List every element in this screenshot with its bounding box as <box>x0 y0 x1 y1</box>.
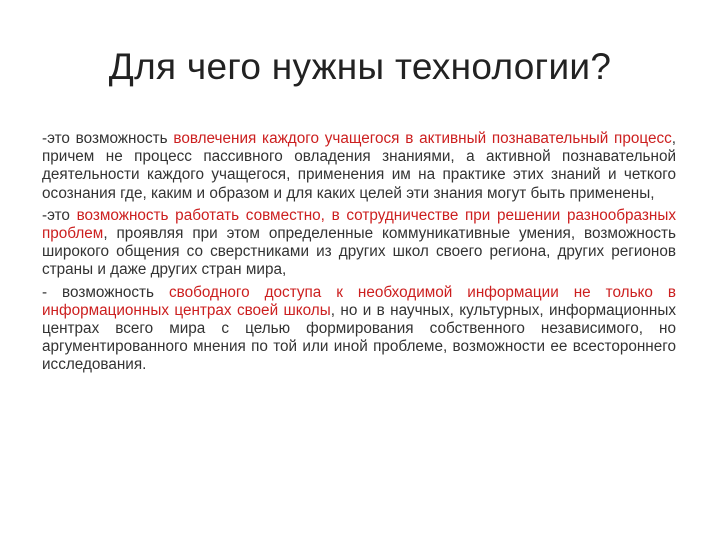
paragraph-2-pre: -это <box>42 206 77 224</box>
paragraph-1-highlight: вовлечения каждого учащегося в активный познавательный процесс <box>173 130 672 147</box>
paragraph-3 <box>42 284 676 375</box>
slide-body <box>42 130 676 379</box>
paragraph-1-pre: -это возможность <box>42 130 174 147</box>
paragraph-3-pre: - возможность <box>42 283 169 301</box>
paragraph-3-post: , но и в научных, культурных, информационных центрах всего мира с целью формирования собственного независимого, но аргументированного мнения по той или иной проблеме, возможности ее всестороннего исследования. <box>42 301 677 374</box>
paragraph-2 <box>42 207 676 280</box>
paragraph-2-highlight: возможность работать совместно, в сотрудничестве при решении разнообразных проблем <box>42 206 676 243</box>
paragraph-1-post: , причем не процесс пассивного овладения знаниями, а активной познавательной деятельности каждого учащегося, применения им на практике этих знаний и четкого осознания где, каким и образом и для каких целей эти знания могут быть применены, <box>42 130 676 202</box>
paragraph-1 <box>42 130 676 203</box>
slide-title: Для чего нужны технологии? <box>108 46 612 87</box>
paragraph-2-post: , проявляя при этом определенные коммуникативные умения, возможность широкого общения со сверстниками из других школ своего региона, других регионов страны и даже других стран мира, <box>42 225 676 279</box>
paragraph-3-highlight: свободного доступа к необходимой информации не только в информационных центрах своей школы <box>42 283 676 319</box>
